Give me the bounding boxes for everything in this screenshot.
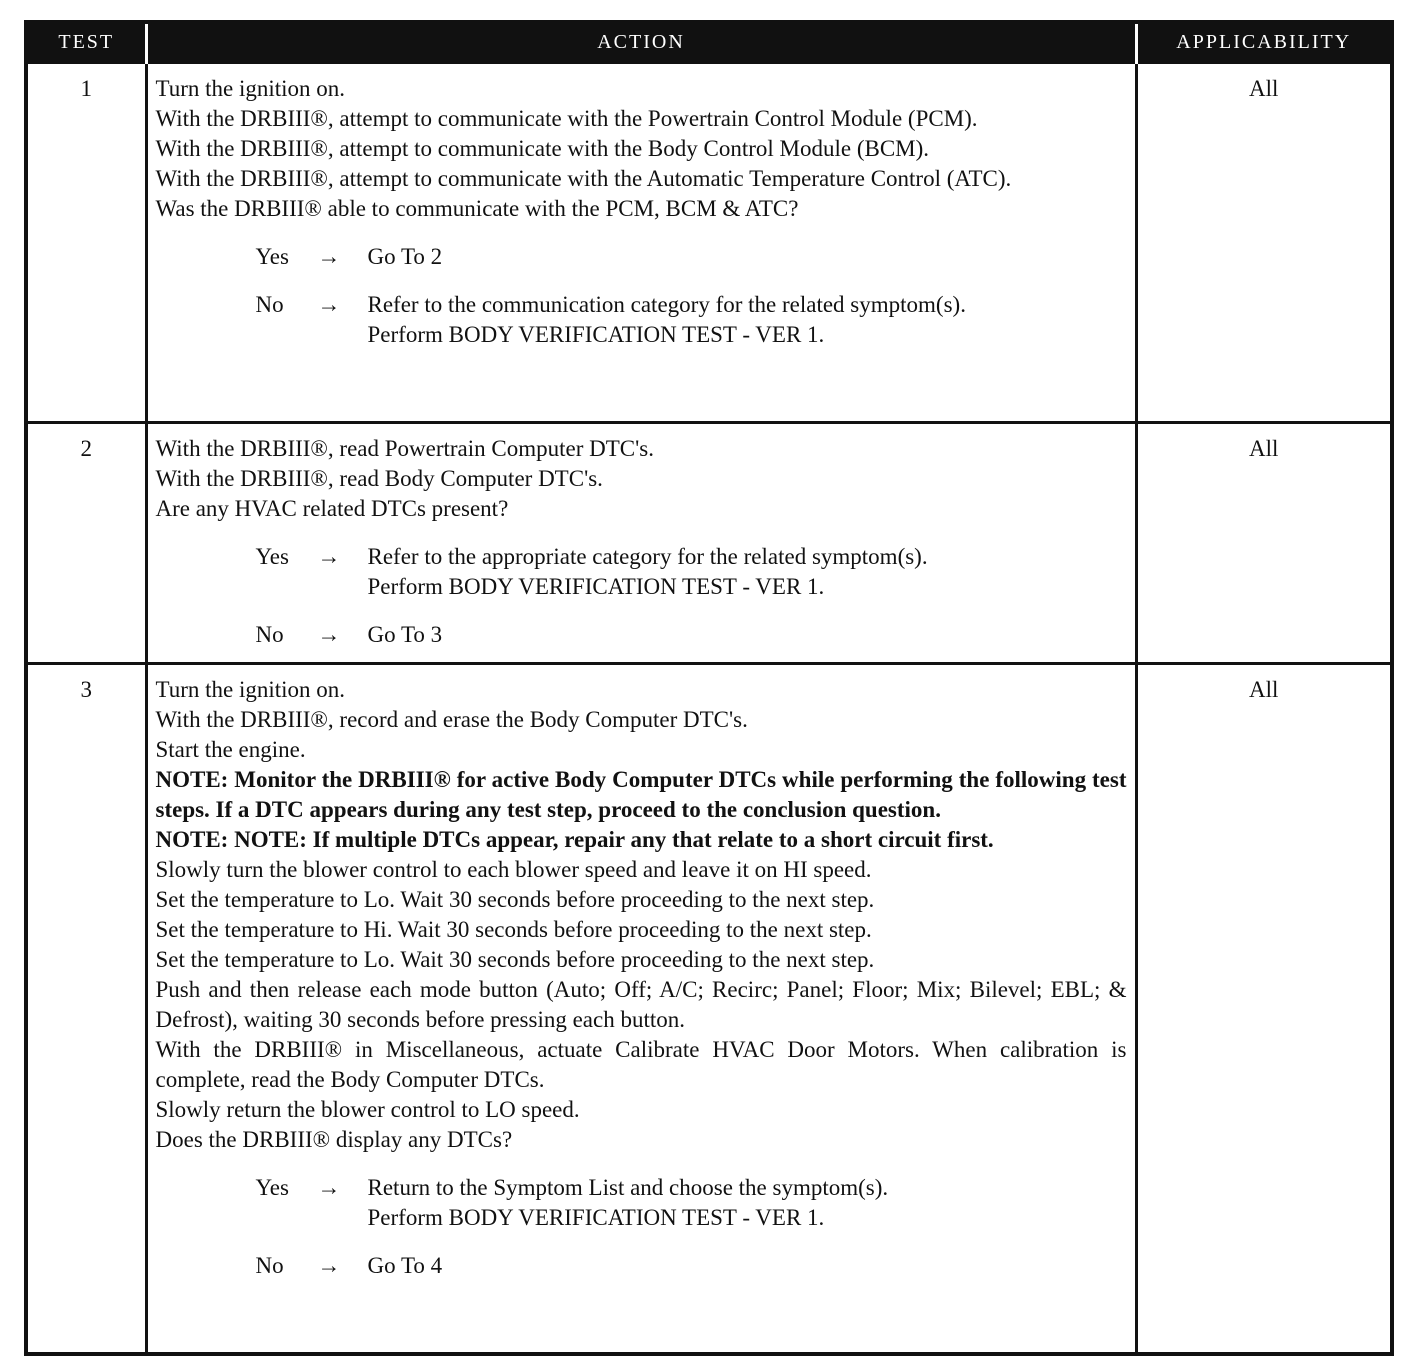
answer-no-label: No [255, 292, 284, 317]
action-step: Turn the ignition on. [155, 677, 346, 702]
action-step: Was the DRBIII® able to communicate with the PCM, BCM & ATC? [155, 196, 799, 221]
action-cell [146, 63, 1136, 423]
outcome-result [368, 542, 1127, 602]
applicability-cell: All [1136, 63, 1392, 423]
answer-no-label: No [255, 622, 284, 647]
header-test: TEST [26, 22, 146, 63]
note-text: NOTE: NOTE: If multiple DTCs appear, repair any that relate to a short circuit first. [155, 827, 994, 852]
table-row-test-3 [26, 664, 1392, 1354]
action-cell [146, 423, 1136, 664]
result-line: Perform BODY VERIFICATION TEST - VER 1. [367, 574, 825, 599]
outcome-list [156, 542, 1127, 650]
action-step: Are any HVAC related DTCs present? [155, 496, 509, 521]
outcome-yes [156, 1173, 1127, 1233]
note-text: NOTE: Monitor the DRBIII® for active Body Computer DTCs while performing the following test steps. If a DTC appears during any test step, proceed to the conclusion question. [155, 767, 1127, 822]
action-step: Slowly turn the blower control to each blower speed and leave it on HI speed. [155, 857, 872, 882]
right-arrow-icon: → [317, 1175, 341, 1200]
action-step: With the DRBIII®, attempt to communicate with the Powertrain Control Module (PCM). [155, 106, 978, 131]
table-row-test-1 [26, 63, 1392, 423]
action-step: Set the temperature to Hi. Wait 30 seconds before proceeding to the next step. [155, 917, 872, 942]
action-step: Set the temperature to Lo. Wait 30 seconds before proceeding to the next step. [155, 887, 875, 912]
outcome-list [156, 242, 1127, 350]
test-number: 1 [26, 63, 146, 423]
answer-yes-label: Yes [255, 1175, 289, 1200]
result-line: Refer to the appropriate category for the related symptom(s). [367, 544, 928, 569]
header-action: ACTION [146, 22, 1136, 63]
action-step: With the DRBIII®, record and erase the Body Computer DTC's. [155, 707, 748, 732]
answer-yes-label: Yes [255, 544, 289, 569]
outcome-yes [156, 242, 1127, 272]
outcome-result [368, 1251, 1127, 1281]
table-row-test-2 [26, 423, 1392, 664]
outcome-no [156, 290, 1127, 350]
result-line: Return to the Symptom List and choose the symptom(s). [367, 1175, 889, 1200]
right-arrow-icon: → [317, 544, 341, 569]
right-arrow-icon: → [317, 622, 341, 647]
action-step: Set the temperature to Lo. Wait 30 seconds before proceeding to the next step. [155, 947, 875, 972]
test-number: 3 [26, 664, 146, 1354]
result-line: Go To 2 [367, 244, 443, 269]
outcome-result [368, 242, 1127, 272]
action-step: With the DRBIII®, read Powertrain Computer DTC's. [155, 436, 654, 461]
outcome-yes [156, 542, 1127, 602]
result-line: Perform BODY VERIFICATION TEST - VER 1. [367, 322, 825, 347]
diagnostic-procedure-page [24, 20, 1390, 1356]
action-step: Slowly return the blower control to LO speed. [155, 1097, 580, 1122]
right-arrow-icon: → [317, 1253, 341, 1278]
diagnostic-test-table [24, 20, 1394, 1356]
outcome-result [368, 1173, 1127, 1233]
action-step: Push and then release each mode button (Auto; Off; A/C; Recirc; Panel; Floor; Mix; Bilevel; EBL; & Defrost), waiting 30 seconds before pressing each button. [155, 977, 1127, 1032]
outcome-no [156, 620, 1127, 650]
right-arrow-icon: → [317, 292, 341, 317]
result-line: Go To 4 [367, 1253, 443, 1278]
table-header-row [26, 22, 1392, 63]
result-line: Go To 3 [367, 622, 443, 647]
action-step: Turn the ignition on. [155, 76, 346, 101]
applicability-cell: All [1136, 423, 1392, 664]
test-number: 2 [26, 423, 146, 664]
action-step: Does the DRBIII® display any DTCs? [155, 1127, 513, 1152]
outcome-no [156, 1251, 1127, 1281]
outcome-list [156, 1173, 1127, 1281]
outcome-result [368, 620, 1127, 650]
answer-no-label: No [255, 1253, 284, 1278]
action-step: With the DRBIII®, attempt to communicate with the Automatic Temperature Control (ATC). [155, 166, 1012, 191]
right-arrow-icon: → [317, 244, 341, 269]
action-step: With the DRBIII®, attempt to communicate with the Body Control Module (BCM). [155, 136, 930, 161]
header-applicability: APPLICABILITY [1136, 22, 1392, 63]
action-step: Start the engine. [155, 737, 306, 762]
action-step: With the DRBIII® in Miscellaneous, actuate Calibrate HVAC Door Motors. When calibration is complete, read the Body Computer DTCs. [155, 1037, 1127, 1092]
result-line: Perform BODY VERIFICATION TEST - VER 1. [367, 1205, 825, 1230]
outcome-result [368, 290, 1127, 350]
answer-yes-label: Yes [255, 244, 289, 269]
action-step: With the DRBIII®, read Body Computer DTC's. [155, 466, 603, 491]
applicability-cell: All [1136, 664, 1392, 1354]
action-cell [146, 664, 1136, 1354]
result-line: Refer to the communication category for the related symptom(s). [367, 292, 966, 317]
